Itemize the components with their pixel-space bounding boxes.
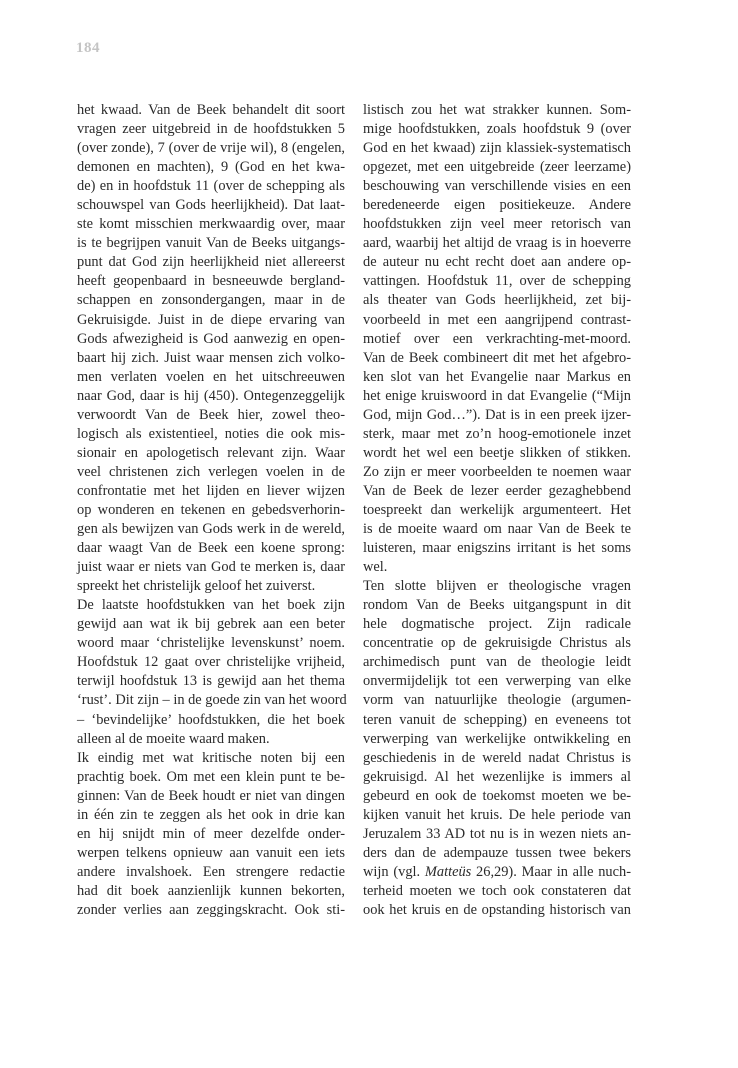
text-column-left <box>77 101 345 920</box>
text-line: gekruisigd. Al het wezenlijke is immers al <box>363 768 631 785</box>
text-line: vorm van natuurlijke theologie (argumen- <box>363 692 631 709</box>
text-line: Van de Beek de lezer eerder gezaghebbend <box>363 482 631 499</box>
text-line: ste komt misschien merkwaardig over, maar <box>77 216 345 233</box>
text-line: vattingen. Hoofdstuk 11, over de schepping <box>363 273 631 290</box>
text-line: verwerping van werkelijke ontwikkeling en <box>363 730 631 747</box>
page-number: 184 <box>76 40 100 56</box>
text-line: terwijl hoofdstuk 13 is gewijd aan het thema <box>77 673 345 690</box>
text-line: mige hoofdstukken, zoals hoofdstuk 9 (over <box>363 121 631 138</box>
text-line: alleen al de moeite waard maken. <box>77 730 270 747</box>
text-line: baart hij zich. Juist waar mensen zich volko- <box>77 349 345 366</box>
text-line: in één zin te zeggen als het ook in drie kan <box>77 806 345 823</box>
text-line: de auteur nu echt recht doet aan andere op- <box>363 254 631 271</box>
text-line: kijken vanuit het kruis. De hele periode van <box>363 806 631 823</box>
text-line: andere invalshoek. Een strengere redactie <box>77 863 345 880</box>
text-line: aard, waarbij het altijd de vraag is in hoeverre <box>363 235 631 252</box>
text-line: De laatste hoofdstukken van het boek zijn <box>77 597 345 614</box>
text-line: vragen zeer uitgebreid in de hoofdstukken 5 <box>77 121 345 138</box>
text-line: ders dan de adempauze tussen twee bekers <box>363 844 631 861</box>
text-line: men verlaten voelen en het uitschreeuwen <box>77 368 345 385</box>
text-line: Hoofdstuk 12 gaat over christelijke vrijheid, <box>77 654 345 671</box>
text-line: is de moeite waard om naar Van de Beek te <box>363 521 631 538</box>
text-line: logisch als existentieel, noties die ook mis- <box>77 425 345 442</box>
text-line: punt dat God zijn heerlijkheid niet allereerst <box>77 254 345 271</box>
text-line: Jeruzalem 33 AD tot nu is in wezen niets an- <box>363 825 631 842</box>
text-line: wijn (vgl. Matteüs 26,29). Maar in alle nuch- <box>363 863 631 880</box>
text-line: terheid moeten we toch ook constateren dat <box>363 882 631 899</box>
text-line: Ten slotte blijven er theologische vragen <box>363 578 631 595</box>
text-line: Zo zijn er meer voorbeelden te noemen waar <box>363 463 631 480</box>
text-line: ook het kruis en de opstanding historisch van <box>363 901 631 918</box>
text-line: ken slot van het Evangelie naar Markus en <box>363 368 631 385</box>
text-line: heeft geopenbaard in besneeuwde bergland- <box>77 273 345 290</box>
text-line: gewijd aan wat ik bij gebrek aan een beter <box>77 616 345 633</box>
text-line: de) en in hoofdstuk 11 (over de schepping als <box>77 178 345 195</box>
text-line: gebeurd en ook de toekomst moeten we be- <box>363 787 631 804</box>
text-line: archimedisch punt van de theologie leidt <box>363 654 631 671</box>
text-line: luisteren, maar enigszins irritant is het soms <box>363 540 631 557</box>
italic-reference: Matteüs <box>424 863 472 880</box>
text-line: rondom Van de Beeks uitgangspunt in dit <box>363 597 631 614</box>
text-line: – ‘bevindelijke’ hoofdstukken, die het boek <box>77 711 345 728</box>
text-line: Gods afwezigheid is God aanwezig en open- <box>77 330 345 347</box>
text-line: beredeneerde eigen positiekeuze. Andere <box>363 197 631 214</box>
text-line: en hij snijdt min of meer dezelfde onder- <box>77 825 345 842</box>
text-line: concentratie op de gekruisigde Christus als <box>363 635 631 652</box>
text-line: juist waar er niets van God te merken is, daar <box>77 559 345 576</box>
text-line: opgezet, met een uitgebreide (zeer leerzame) <box>363 159 631 176</box>
text-line: Van de Beek combineert dit met het afgebro- <box>363 349 631 366</box>
text-line: toespreekt dan werkelijk argumenteert. Het <box>363 501 631 518</box>
text-line: Gekruisigde. Juist in de diepe ervaring van <box>77 311 345 328</box>
text-line: werpen telkens opnieuw aan vanuit een iets <box>77 844 345 861</box>
text-line: motief over een verkrachting-met-moord. <box>363 330 631 347</box>
text-column-right <box>363 101 631 920</box>
text-line: woord maar ‘christelijke levenskunst’ noem. <box>77 635 345 652</box>
text-line: als theater van Gods heerlijkheid, zet bij- <box>363 292 631 309</box>
text-line: God en het kwaad) zijn klassiek-systematisch <box>363 140 631 157</box>
text-line: had dit boek aanzienlijk kunnen bekorten, <box>77 882 345 899</box>
text-line: prachtig boek. Om met een klein punt te be- <box>77 768 345 785</box>
text-line: beschouwing van verschillende visies en een <box>363 178 631 195</box>
text-line: wordt het wel een beetje slikken of stikken. <box>363 444 631 461</box>
text-line: sionair en apologetisch relevant zijn. Waar <box>77 444 345 461</box>
text-line: wel. <box>363 559 388 576</box>
text-line: schouwspel van Gods heerlijkheid). Dat laat- <box>77 197 345 214</box>
text-line: veel christenen zich verlegen voelen in de <box>77 463 345 480</box>
text-line: sterk, maar met zo’n hoog-emotionele inzet <box>363 425 631 442</box>
text-line: Ik eindig met wat kritische noten bij een <box>77 749 345 766</box>
text-line: het enige kruiswoord in dat Evangelie (“Mijn <box>363 387 631 404</box>
text-line: verwoordt Van de Beek hier, zowel theo- <box>77 406 345 423</box>
text-line: hoofdstukken zijn veel meer retorisch van <box>363 216 631 233</box>
text-line: zonder verlies aan zeggingskracht. Ook sti- <box>77 901 345 918</box>
text-line: op wonderen en tekenen en gebedsverhorin- <box>77 501 345 518</box>
text-line: geschiedenis in de wereld nadat Christus is <box>363 749 631 766</box>
text-line: ginnen: Van de Beek houdt er niet van dingen <box>77 787 345 804</box>
text-line: hele dogmatische project. Zijn radicale <box>363 616 631 633</box>
text-line: (over zonde), 7 (over de vrije wil), 8 (engelen, <box>77 140 345 157</box>
text-line: onvermijdelijk tot een verwerping van elke <box>363 673 631 690</box>
text-line: het kwaad. Van de Beek behandelt dit soort <box>77 102 345 118</box>
text-line: God, mijn God…”). Dat is in een preek ijzer- <box>363 406 631 423</box>
text-line: schappen en zonsondergangen, maar in de <box>77 292 345 309</box>
text-line: is te begrijpen vanuit Van de Beeks uitgangs- <box>77 235 345 252</box>
text-line: ‘rust’. Dit zijn – in de goede zin van het woord <box>77 692 347 709</box>
text-line: demonen en machten), 9 (God en het kwa- <box>77 159 345 176</box>
text-line: teren vanuit de schepping) en eveneens tot <box>363 711 631 728</box>
text-line: confrontatie met het lijden en liever wijzen <box>77 482 345 499</box>
text-line: daar waagt Van de Beek een koene sprong: <box>77 540 345 557</box>
text-line: spreekt het christelijk geloof het zuiverst. <box>77 578 316 595</box>
text-line: naar God, daar is hij (450). Ontegenzeggelijk <box>77 387 345 404</box>
text-line: voorbeeld in met een aangrijpend contrast- <box>363 311 631 328</box>
text-line: listisch zou het wat strakker kunnen. Som- <box>363 102 631 118</box>
text-line: gen als bewijzen van Gods werk in de wereld, <box>77 521 345 538</box>
